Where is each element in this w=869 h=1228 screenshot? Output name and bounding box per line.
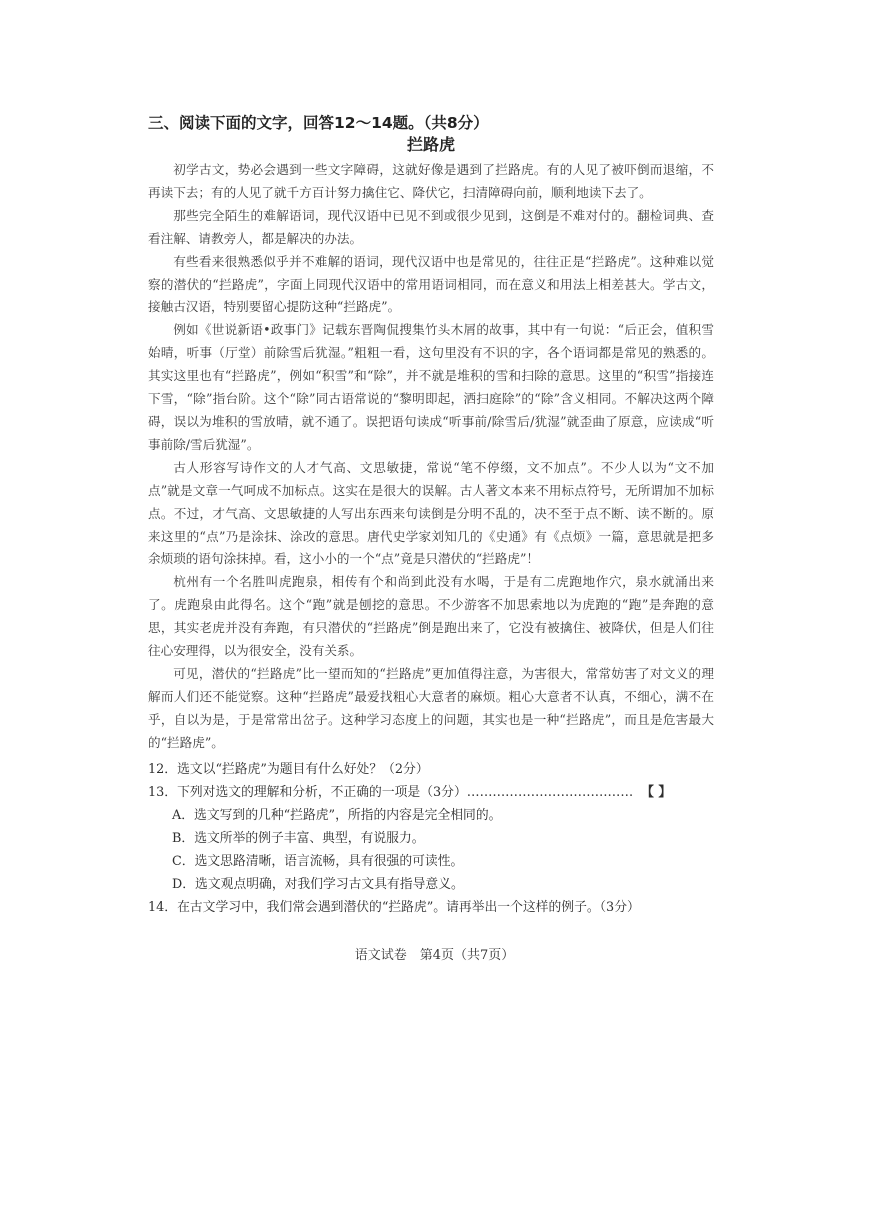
questions bbox=[148, 758, 714, 919]
paragraph-1: 初学古文，势必会遇到一些文字障碍，这就好像是遇到了拦路虎。有的人见了被吓倒而退缩，不再读下去；有的人见了就千方百计努力擒住它、降伏它，扫清障碍向前，顺利地读下去了。 bbox=[148, 162, 714, 200]
page-footer: 语文试卷 第4页（共7页） bbox=[354, 948, 515, 963]
question-13-leader-dots: ………………………………… bbox=[466, 784, 634, 800]
question-12: 12．选文以“拦路虎”为题目有什么好处？（2分） bbox=[148, 761, 429, 777]
article-body bbox=[148, 159, 714, 755]
exam-page bbox=[148, 112, 714, 919]
option-d: D．选文观点明确，对我们学习古文具有指导意义。 bbox=[172, 876, 464, 892]
option-c: C．选文思路清晰，语言流畅，具有很强的可读性。 bbox=[172, 853, 464, 869]
paragraph-6: 杭州有一个名胜叫虎跑泉，相传有个和尚到此没有水喝，于是有二虎跑地作穴，泉水就涌出来了。虎跑泉由此得名。这个“跑”就是刨挖的意思。不少游客不加思索地以为虎跑的“跑”是奔跑的意思，其实老虎并没有奔跑，有只潜伏的“拦路虎”倒是跑出来了，它没有被擒住、被降伏，但是人们往往心安理得，以为很安全，没有关系。 bbox=[148, 574, 714, 659]
section-heading: 三、阅读下面的文字，回答12～14题。（共8分） bbox=[148, 114, 489, 132]
answer-bracket: 【 】 bbox=[641, 784, 672, 800]
paragraph-4: 例如《世说新语•政事门》记载东晋陶侃搜集竹头木屑的故事，其中有一句说：“后正会，值积雪始晴，听事（厅堂）前除雪后犹湿。”粗粗一看，这句里没有不识的字，各个语词都是常见的熟悉的。其实这里也有“拦路虎”，例如“积雪”和“除”，并不就是堆积的雪和扫除的意思。这里的“积雪”指接连下雪，“除”指台阶。这个“除”同古语常说的“黎明即起，洒扫庭除”的“除”含义相同。不解决这两个障碍，误以为堆积的雪放晴，就不通了。误把语句读成“听事前/除雪后/犹湿”就歪曲了原意，应读成“听事前除/雪后犹湿”。 bbox=[148, 322, 714, 452]
paragraph-5: 古人形容写诗作文的人才气高、文思敏捷，常说“笔不停缀，文不加点”。不少人以为“文不加点”就是文章一气呵成不加标点。这实在是很大的误解。古人著文本来不用标点符号，无所谓加不加标点。不过，才气高、文思敏捷的人写出东西来句读倒是分明不乱的，决不至于点不断、读不断的。原来这里的“点”乃是涂抹、涂改的意思。唐代史学家刘知几的《史通》有《点烦》一篇，意思就是把多余烦琐的语句涂抹掉。看，这小小的一个“点”竟是只潜伏的“拦路虎”！ bbox=[148, 459, 714, 567]
question-13-text: 13．下列对选文的理解和分析，不正确的一项是（3分） bbox=[148, 784, 467, 800]
question-13 bbox=[148, 781, 714, 804]
paragraph-2: 那些完全陌生的难解语词，现代汉语中已见不到或很少见到，这倒是不难对付的。翻检词典、查看注解、请教旁人，都是解决的办法。 bbox=[148, 207, 714, 246]
question-14: 14．在古文学习中，我们常会遇到潜伏的“拦路虎”。请再举出一个这样的例子。（3分） bbox=[148, 899, 640, 915]
paragraph-3: 有些看来很熟悉似乎并不难解的语词，现代汉语中也是常见的，往往正是“拦路虎”。这种难以觉察的潜伏的“拦路虎”，字面上同现代汉语中的常用语词相同，而在意义和用法上相差甚大。学古文，接触古汉语，特别要留心提防这种“拦路虎”。 bbox=[148, 253, 714, 315]
option-a: A．选文写到的几种“拦路虎”，所指的内容是完全相同的。 bbox=[172, 807, 502, 823]
paragraph-7: 可见，潜伏的“拦路虎”比一望而知的“拦路虎”更加值得注意，为害很大，常常妨害了对文义的理解而人们还不能觉察。这种“拦路虎”最爱找粗心大意者的麻烦。粗心大意者不认真，不细心，满不在乎，自以为是，于是常常出岔子。这种学习态度上的问题，其实也是一种“拦路虎”，而且是危害最大的“拦路虎”。 bbox=[148, 665, 714, 750]
option-b: B．选文所举的例子丰富、典型，有说服力。 bbox=[172, 830, 425, 846]
article-title: 拦路虎 bbox=[406, 135, 455, 154]
